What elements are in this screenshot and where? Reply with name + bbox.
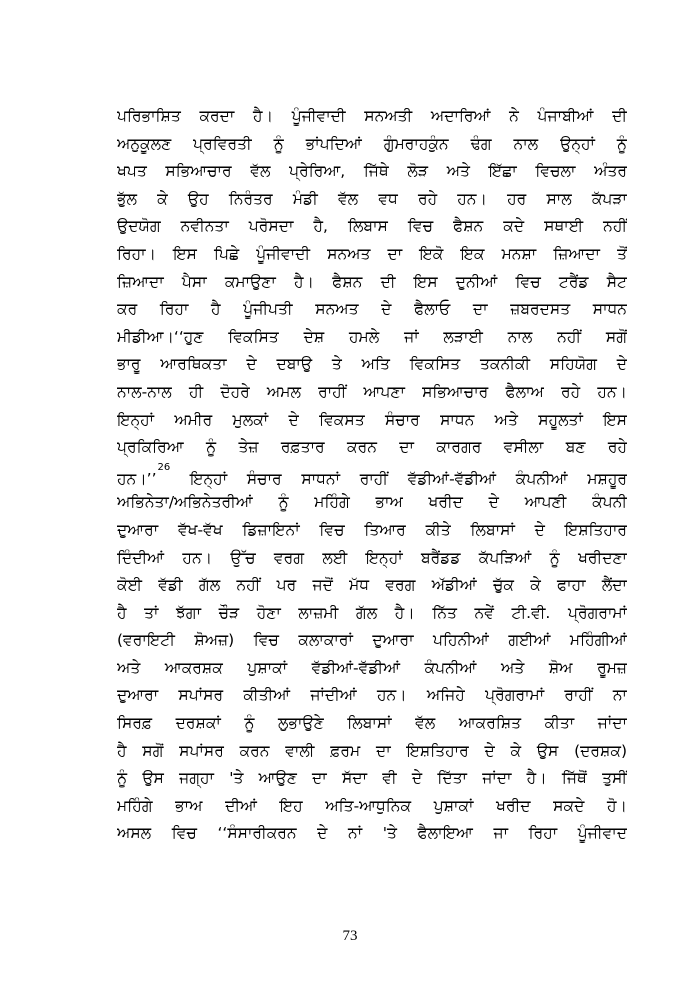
text-line: ਉਦਯੋਗ ਨਵੀਨਤਾ ਪਰੋਸਦਾ ਹੈ, ਲਿਬਾਸ ਵਿਚ ਫੈਸ਼ਨ ਕਦੇ ਸਥਾਈ ਨਹੀਂ — [117, 217, 627, 236]
text-line: ਇਨ੍ਹਾਂ ਅਮੀਰ ਮੁਲਕਾਂ ਦੇ ਵਿਕਸਤ ਸੰਚਾਰ ਸਾਧਨ ਅਤੇ ਸਹੂਲਤਾਂ ਇਸ — [117, 410, 627, 429]
text-line: ਦਿੰਦੀਆਂ ਹਨ। ਉੱਚ ਵਰਗ ਲਈ ਇਨ੍ਹਾਂ ਬਰੈਂਡਡ ਕੱਪੜਿਆਂ ਨੂੰ ਖਰੀਦਣਾ — [117, 548, 627, 567]
text-line: ਪ੍ਰਕਿਰਿਆ ਨੂੰ ਤੇਜ਼ ਰਫ਼ਤਾਰ ਕਰਨ ਦਾ ਕਾਰਗਰ ਵਸੀਲਾ ਬਣ ਰਹੇ — [117, 438, 627, 457]
footnote-marker: 26 — [157, 461, 171, 473]
text-line: ਸਿਰਫ਼ ਦਰਸ਼ਕਾਂ ਨੂੰ ਲੁਭਾਉਣੇ ਲਿਬਾਸਾਂ ਵੱਲ ਆਕਰਸ਼ਿਤ ਕੀਤਾ ਜਾਂਦਾ — [117, 714, 627, 733]
text-line: ਹੈ ਤਾਂ ਝੱਗਾ ਚੌੜ ਹੋਣਾ ਲਾਜ਼ਮੀ ਗੱਲ ਹੈ। ਨਿੱਤ ਨਵੇਂ ਟੀ.ਵੀ. ਪ੍ਰੋਗਰਾਮਾਂ — [117, 603, 627, 622]
text-line: ਅਭਿਨੇਤਾ/ਅਭਿਨੇਤਰੀਆਂ ਨੂੰ ਮਹਿੰਗੇ ਭਾਅ ਖਰੀਦ ਦੇ ਆਪਣੀ ਕੰਪਨੀ — [117, 493, 627, 512]
text-line: ਨਾਲ-ਨਾਲ ਹੀ ਦੋਹਰੇ ਅਮਲ ਰਾਹੀਂ ਆਪਣਾ ਸਭਿਆਚਾਰ ਫੈਲਾਅ ਰਹੇ ਹਨ। — [117, 382, 627, 401]
text-line: ਹੈ ਸਗੋਂ ਸਪਾਂਸਰ ਕਰਨ ਵਾਲੀ ਫ਼ਰਮ ਦਾ ਇਸ਼ਤਿਹਾਰ ਦੇ ਕੇ ਉਸ (ਦਰਸ਼ਕ) — [117, 741, 627, 760]
text-line: ਕਰ ਰਿਹਾ ਹੈ ਪੂੰਜੀਪਤੀ ਸਨਅਤ ਦੇ ਫੈਲਾਓ ਦਾ ਜ਼ਬਰਦਸਤ ਸਾਧਨ — [117, 300, 627, 319]
text-line: ਦੁਆਰਾ ਸਪਾਂਸਰ ਕੀਤੀਆਂ ਜਾਂਦੀਆਂ ਹਨ। ਅਜਿਹੇ ਪ੍ਰੋਗਰਾਮਾਂ ਰਾਹੀਂ ਨਾ — [117, 686, 627, 705]
text-line: ਅਨੁਕੂਲਣ ਪ੍ਰਵਿਰਤੀ ਨੂੰ ਭਾਂਪਦਿਆਂ ਗੁੰਮਰਾਹਕੁੰਨ ਢੰਗ ਨਾਲ ਉਨ੍ਹਾਂ ਨੂੰ — [117, 134, 627, 153]
text-line: ਪਰਿਭਾਸ਼ਿਤ ਕਰਦਾ ਹੈ। ਪੂੰਜੀਵਾਦੀ ਸਨਅਤੀ ਅਦਾਰਿਆਂ ਨੇ ਪੰਜਾਬੀਆਂ ਦੀ — [117, 107, 627, 125]
text-line: ਅਤੇ ਆਕਰਸ਼ਕ ਪੁਸ਼ਾਕਾਂ ਵੱਡੀਆਂ-ਵੱਡੀਆਂ ਕੰਪਨੀਆਂ ਅਤੇ ਸ਼ੋਅ ਰੂਮਜ਼ — [117, 658, 627, 677]
text-line: (ਵਰਾਇਟੀ ਸ਼ੋਅਜ਼) ਵਿਚ ਕਲਾਕਾਰਾਂ ਦੁਆਰਾ ਪਹਿਨੀਆਂ ਗਈਆਂ ਮਹਿੰਗੀਆਂ — [117, 631, 627, 650]
text-line: ਜ਼ਿਆਦਾ ਪੈਸਾ ਕਮਾਉਣਾ ਹੈ। ਫੈਸ਼ਨ ਦੀ ਇਸ ਦੁਨੀਆਂ ਵਿਚ ਟਰੈਂਡ ਸੈਟ — [117, 272, 627, 291]
text-line: ਮਹਿੰਗੇ ਭਾਅ ਦੀਆਂ ਇਹ ਅਤਿ-ਆਧੁਨਿਕ ਪੁਸ਼ਾਕਾਂ ਖਰੀਦ ਸਕਦੇ ਹੋ। — [117, 796, 627, 815]
text-line: ਖਪਤ ਸਭਿਆਚਾਰ ਵੱਲ ਪ੍ਰੇਰਿਆ, ਜਿੱਥੇ ਲੋੜ ਅਤੇ ਇੱਛਾ ਵਿਚਲਾ ਅੰਤਰ — [117, 162, 627, 181]
text-line-with-footnote — [117, 462, 627, 490]
text-line: ਅਸਲ ਵਿਚ ‘‘ਸੰਸਾਰੀਕਰਨ ਦੇ ਨਾਂ 'ਤੇ ਫੈਲਾਇਆ ਜਾ ਰਿਹਾ ਪੂੰਜੀਵਾਦ — [117, 824, 627, 843]
text-line: ਭੁੱਲ ਕੇ ਉਹ ਨਿਰੰਤਰ ਮੰਡੀ ਵੱਲ ਵਧ ਰਹੇ ਹਨ। ਹਰ ਸਾਲ ਕੱਪੜਾ — [117, 189, 627, 208]
text-line: ਭਾਰੂ ਆਰਥਿਕਤਾ ਦੇ ਦਬਾਉ ਤੇ ਅਤਿ ਵਿਕਸਿਤ ਤਕਨੀਕੀ ਸਹਿਯੋਗ ਦੇ — [117, 355, 627, 374]
text-line: ਦੁਆਰਾ ਵੱਖ-ਵੱਖ ਡਿਜ਼ਾਇਨਾਂ ਵਿਚ ਤਿਆਰ ਕੀਤੇ ਲਿਬਾਸਾਂ ਦੇ ਇਸ਼ਤਿਹਾਰ — [117, 520, 627, 539]
footnote-line-prefix: ਹਨ।’’ — [117, 469, 157, 488]
text-line: ਰਿਹਾ। ਇਸ ਪਿਛੇ ਪੂੰਜੀਵਾਦੀ ਸਨਅਤ ਦਾ ਇਕੋ ਇਕ ਮਨਸ਼ਾ ਜ਼ਿਆਦਾ ਤੋਂ — [117, 244, 627, 263]
text-line: ਕੋਈ ਵੱਡੀ ਗੱਲ ਨਹੀਂ ਪਰ ਜਦੋਂ ਮੱਧ ਵਰਗ ਅੱਡੀਆਂ ਚੁੱਕ ਕੇ ਫਾਹਾ ਲੈਂਦਾ — [117, 576, 627, 595]
page-number: 73 — [342, 928, 358, 944]
text-line: ਮੀਡੀਆ।‘‘ਹੁਣ ਵਿਕਸਿਤ ਦੇਸ਼ ਹਮਲੇ ਜਾਂ ਲੜਾਈ ਨਾਲ ਨਹੀਂ ਸਗੋਂ — [117, 327, 627, 346]
text-line: ਨੂੰ ਉਸ ਜਗ੍ਹਾ 'ਤੇ ਆਉਣ ਦਾ ਸੱਦਾ ਵੀ ਦੇ ਦਿੱਤਾ ਜਾਂਦਾ ਹੈ। ਜਿੱਥੋਂ ਤੁਸੀਂ — [117, 769, 627, 788]
body-text — [117, 103, 627, 848]
footnote-line-rest: ਇਨ੍ਹਾਂ ਸੰਚਾਰ ਸਾਧਨਾਂ ਰਾਹੀਂ ਵੱਡੀਆਂ-ਵੱਡੀਆਂ ਕੰਪਨੀਆਂ ਮਸ਼ਹੂਰ — [190, 469, 627, 488]
